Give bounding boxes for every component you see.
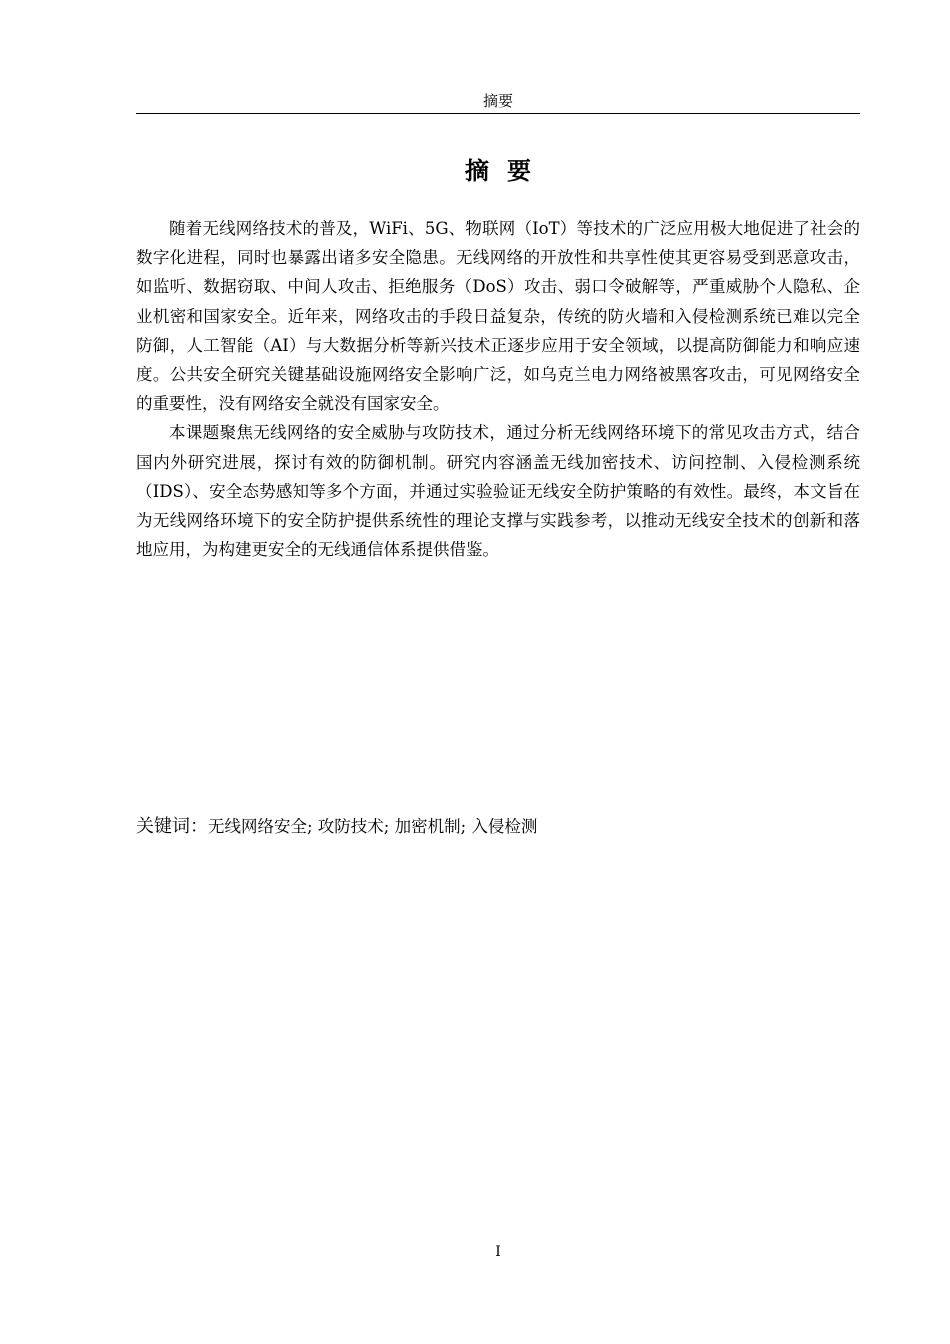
- keywords-line: [136, 813, 860, 841]
- abstract-paragraph-2: 本课题聚焦无线网络的安全威胁与攻防技术，通过分析无线网络环境下的常见攻击方式，结合国内外研究进展，探讨有效的防御机制。研究内容涵盖无线加密技术、访问控制、入侵检测系统（IDS）、安全态势感知等多个方面，并通过实验验证无线安全防护策略的有效性。最终，本文旨在为无线网络环境下的安全防护提供系统性的理论支撑与实践参考，以推动无线安全技术的创新和落地应用，为构建更安全的无线通信体系提供借鉴。: [136, 423, 860, 560]
- keywords-label: 关键词：: [136, 816, 208, 837]
- running-header: 摘要: [482, 92, 513, 110]
- abstract-paragraph-1: 随着无线网络技术的普及，WiFi、5G、物联网（IoT）等技术的广泛应用极大地促进了社会的数字化进程，同时也暴露出诸多安全隐患。无线网络的开放性和共享性使其更容易受到恶意攻击，如监听、数据窃取、中间人攻击、拒绝服务（DoS）攻击、弱口令破解等，严重威胁个人隐私、企业机密和国家安全。近年来，网络攻击的手段日益复杂，传统的防火墙和入侵检测系统已难以完全防御，人工智能（AI）与大数据分析等新兴技术正逐步应用于安全领域，以提高防御能力和响应速度。公共安全研究关键基础设施网络安全影响广泛，如乌克兰电力网络被黑客攻击，可见网络安全的重要性，没有网络安全就没有国家安全。: [136, 219, 860, 414]
- abstract-body: [136, 214, 860, 564]
- page-number: I: [495, 1244, 501, 1260]
- header-divider: [136, 113, 860, 114]
- keywords-value: 无线网络安全; 攻防技术; 加密机制; 入侵检测: [208, 817, 538, 836]
- page-title: 摘要: [465, 157, 549, 185]
